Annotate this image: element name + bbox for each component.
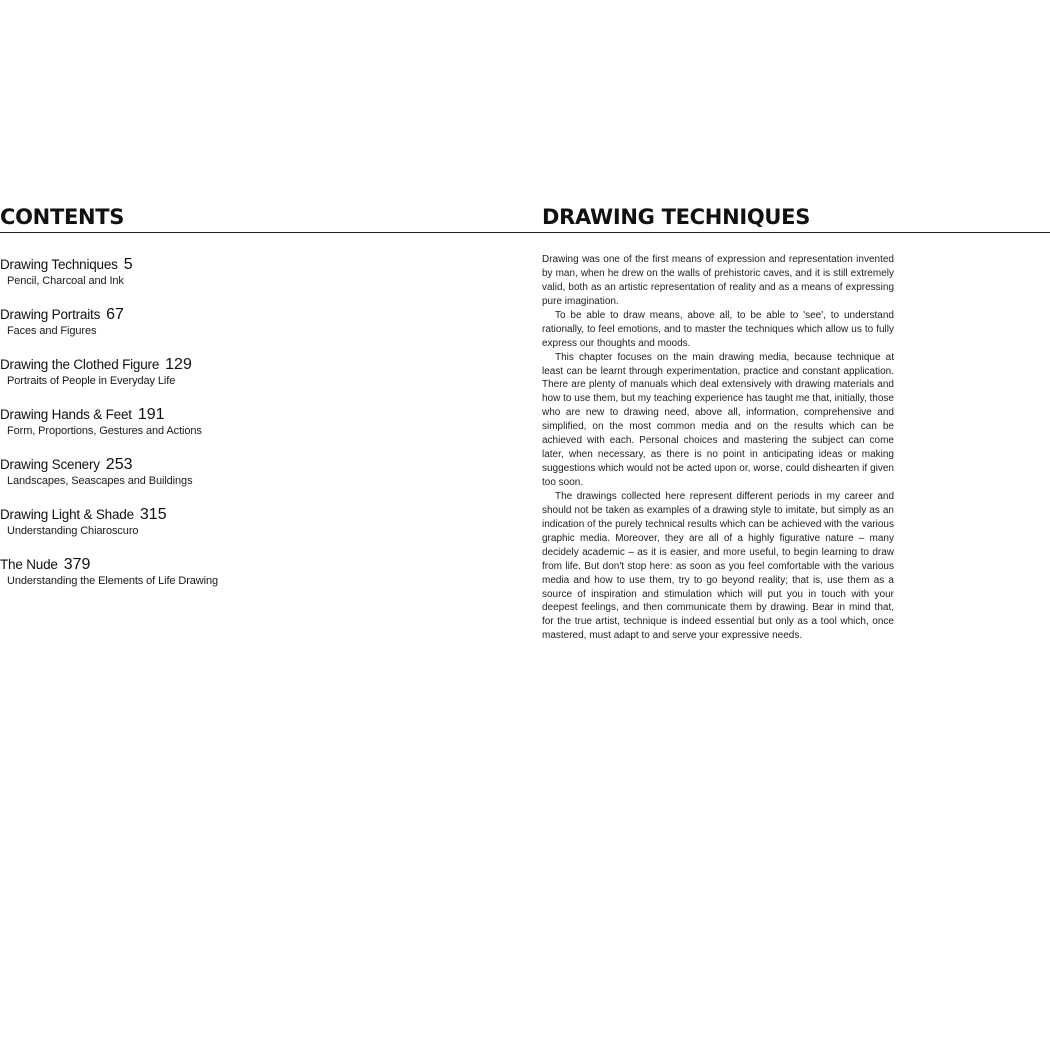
toc-entry-page: 5	[123, 256, 133, 273]
toc-entry-subtitle: Form, Proportions, Gestures and Actions	[7, 425, 202, 437]
intro-paragraph: To be able to draw means, above all, to be able to 'see', to understand rationally, to feel emotions, and to master the techniques which allow us to fully express our thoughts and moods.	[542, 309, 894, 349]
intro-paragraph: Drawing was one of the first means of expression and representation invented by man, when he drew on the walls of prehistoric caves, and it is still extremely valid, both as an artistic representation of reality and as a means of expressing pure imagination.	[542, 254, 894, 307]
heading-rule	[0, 232, 1050, 233]
toc-entry-title: Drawing the Clothed Figure	[0, 357, 160, 372]
toc-entry	[0, 456, 360, 506]
intro-paragraph: The drawings collected here represent different periods in my career and should not be taken as examples of a drawing style to imitate, but simply as an indication of the purely technical results which can be achieved with the various graphic media. Moreover, they are all of a highly figurative nature – many decidely academic – as it is easier, and more useful, to begin learning to draw from life. But don't stop here: as soon as you feel comfortable with the various media and how to use them, try to go beyond reality; that is, use them as a source of inspiration and stimulation which will put you in touch with your deepest feelings, and then communicate them by drawing. Bear in mind that, for the true artist, technique is indeed essential but only as a tool which, once mastered, must adapt to and serve your expressive needs.	[542, 490, 894, 642]
toc-entry-subtitle: Understanding Chiaroscuro	[7, 525, 139, 537]
toc-entry-title: Drawing Scenery	[0, 457, 100, 472]
toc-entry-subtitle: Pencil, Charcoal and Ink	[7, 275, 124, 287]
toc-entry	[0, 506, 360, 556]
toc-entry-page: 67	[106, 306, 124, 323]
toc-entry	[0, 556, 360, 606]
toc-entry-title: Drawing Hands & Feet	[0, 407, 132, 422]
toc-entry-page: 191	[137, 406, 165, 423]
chapter-intro-text	[542, 253, 894, 643]
toc-entry	[0, 306, 360, 356]
table-of-contents	[0, 256, 360, 606]
toc-entry-page: 315	[139, 506, 167, 523]
toc-entry-subtitle: Portraits of People in Everyday Life	[7, 375, 176, 387]
intro-paragraph: This chapter focuses on the main drawing media, because technique at least can be learnt through experimentation, practice and constant application. There are plenty of manuals which deal extensively with drawing materials and how to use them, but my teaching experience has taught me that, initially, those who are new to drawing need, above all, information, comprehensive and simplified, on the most common media and on the results which can be achieved with each. Personal choices and mastering the subject can come later, when necessary, as there is no point in anticipating ideas or making suggestions which would not be acted upon or, worse, could dishearten if given too soon.	[542, 351, 894, 488]
toc-entry-page: 253	[105, 456, 133, 473]
toc-entry-page: 379	[63, 556, 91, 573]
toc-entry	[0, 406, 360, 456]
toc-entry-title: Drawing Light & Shade	[0, 507, 134, 522]
toc-entry-subtitle: Faces and Figures	[7, 325, 97, 337]
toc-entry-title: Drawing Portraits	[0, 307, 101, 322]
toc-entry-subtitle: Landscapes, Seascapes and Buildings	[7, 475, 193, 487]
toc-entry	[0, 256, 360, 306]
toc-entry-title: The Nude	[0, 557, 58, 572]
chapter-heading: DRAWING TECHNIQUES	[542, 205, 811, 229]
toc-entry-title: Drawing Techniques	[0, 257, 118, 272]
toc-entry-subtitle: Understanding the Elements of Life Drawing	[7, 575, 219, 587]
toc-entry	[0, 356, 360, 406]
toc-entry-page: 129	[165, 356, 192, 373]
contents-heading: CONTENTS	[0, 205, 125, 229]
